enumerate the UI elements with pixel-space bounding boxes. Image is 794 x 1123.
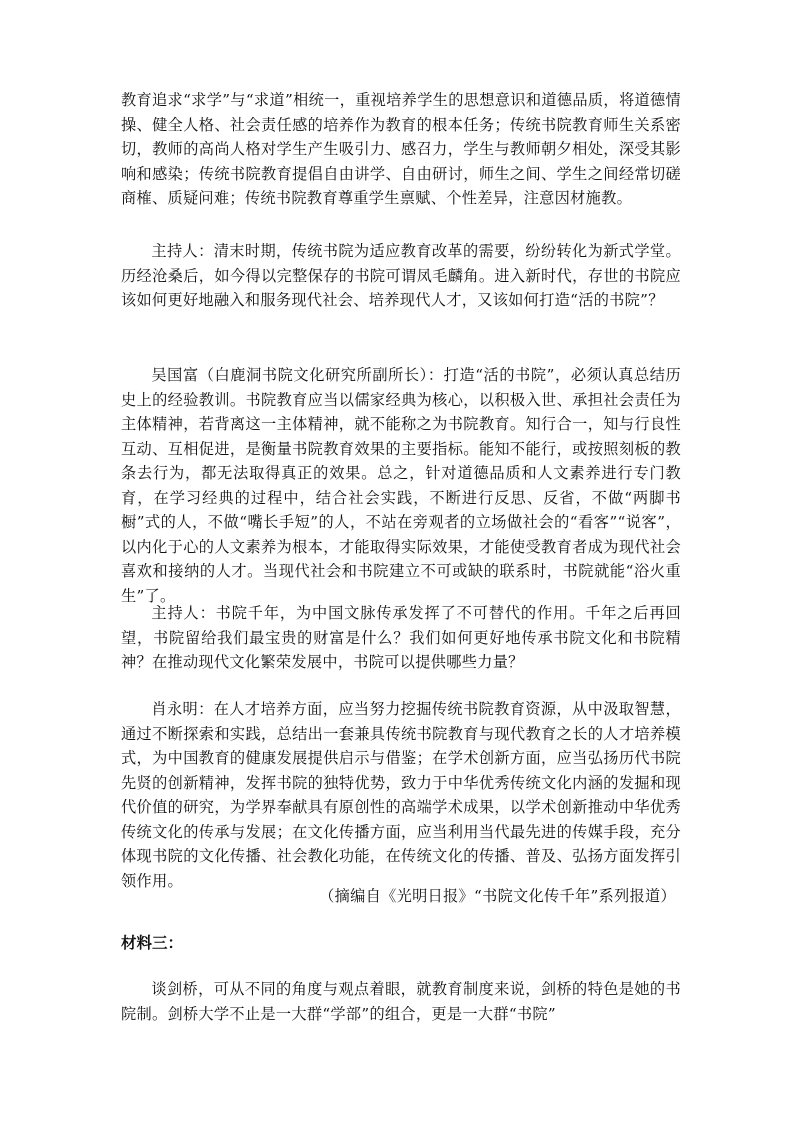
source-citation: （摘编自《光明日报》“书院文化传千年”系列报道）	[319, 887, 676, 905]
paragraph-host-question-modern: 主持人：清末时期，传统书院为适应教育改革的需要，纷纷转化为新式学堂。历经沧桑后，如今得以完整保存的书院可谓凤毛麟角。进入新时代，存世的书院应该如何更好地融入和服务现代社会、培养现代人才，又该如何打造“活的书院”？	[121, 242, 681, 309]
paragraph-xiao-yongming-answer: 肖永明：在人才培养方面，应当努力挖掘传统书院教育资源，从中汲取智慧，通过不断探索和实践，总结出一套兼具传统书院教育与现代教育之长的人才培养模式，为中国教育的健康发展提供启示与借鉴；在学术创新方面，应当弘扬历代书院先贤的创新精神，发挥书院的独特优势，致力于中华优秀传统文化内涵的发掘和现代价值的研究，为学界奉献具有原创性的高端学术成果，以学术创新推动中华优秀传统文化的传承与发展；在文化传播方面，应当利用当代最先进的传媒手段，充分体现书院的文化传播、社会教化功能，在传统文化的传播、普及、弘扬方面发挥引领作用。	[121, 700, 681, 890]
section-heading-material-three: 材料三：	[121, 933, 184, 952]
paragraph-wu-guofu-answer: 吴国富（白鹿洞书院文化研究所副所长）：打造“活的书院”，必须认真总结历史上的经验教训。书院教育应当以儒家经典为核心，以积极入世、承担社会责任为主体精神，若背离这一主体精神，就不能称之为书院教育。知行合一，知与行良性互动、互相促进，是衡量书院教育效果的主要指标。能知不能行，或按照刻板的教条去行为，都无法取得真正的效果。总之，针对道德品质和人文素养进行专门教育，在学习经典的过程中，结合社会实践，不断进行反思、反省，不做“两脚书橱”式的人，不做“嘴长手短”的人，不站在旁观者的立场做社会的“看客”“说客”，以内化于心的人文素养为根本，才能取得实际效果，才能使受教育者成为现代社会喜欢和接纳的人才。当现代社会和书院建立不可或缺的联系时，书院就能“浴火重生”了。	[121, 366, 681, 605]
paragraph-cambridge-college: 谈剑桥，可从不同的角度与观点着眼，就教育制度来说，剑桥的特色是她的书院制。剑桥大学不止是一大群“学部”的组合，更是一大群“书院”	[121, 980, 681, 1023]
paragraph-traditional-academy-education: 教育追求“求学”与“求道”相统一，重视培养学生的思想意识和道德品质，将道德情操、健全人格、社会责任感的培养作为教育的根本任务；传统书院教育师生关系密切，教师的高尚人格对学生产生吸引力、感召力，学生与教师朝夕相处，深受其影响和感染；传统书院教育提倡自由讲学、自由研讨，师生之间、学生之间经常切磋商榷、质疑问难；传统书院教育尊重学生禀赋、个性差异，注意因材施教。	[121, 91, 681, 207]
paragraph-host-question-legacy: 主持人：书院千年，为中国文脉传承发挥了不可替代的作用。千年之后再回望，书院留给我们最宝贵的财富是什么？我们如何更好地传承书院文化和书院精神？在推动现代文化繁荣发展中，书院可以提供哪些力量？	[121, 604, 681, 671]
